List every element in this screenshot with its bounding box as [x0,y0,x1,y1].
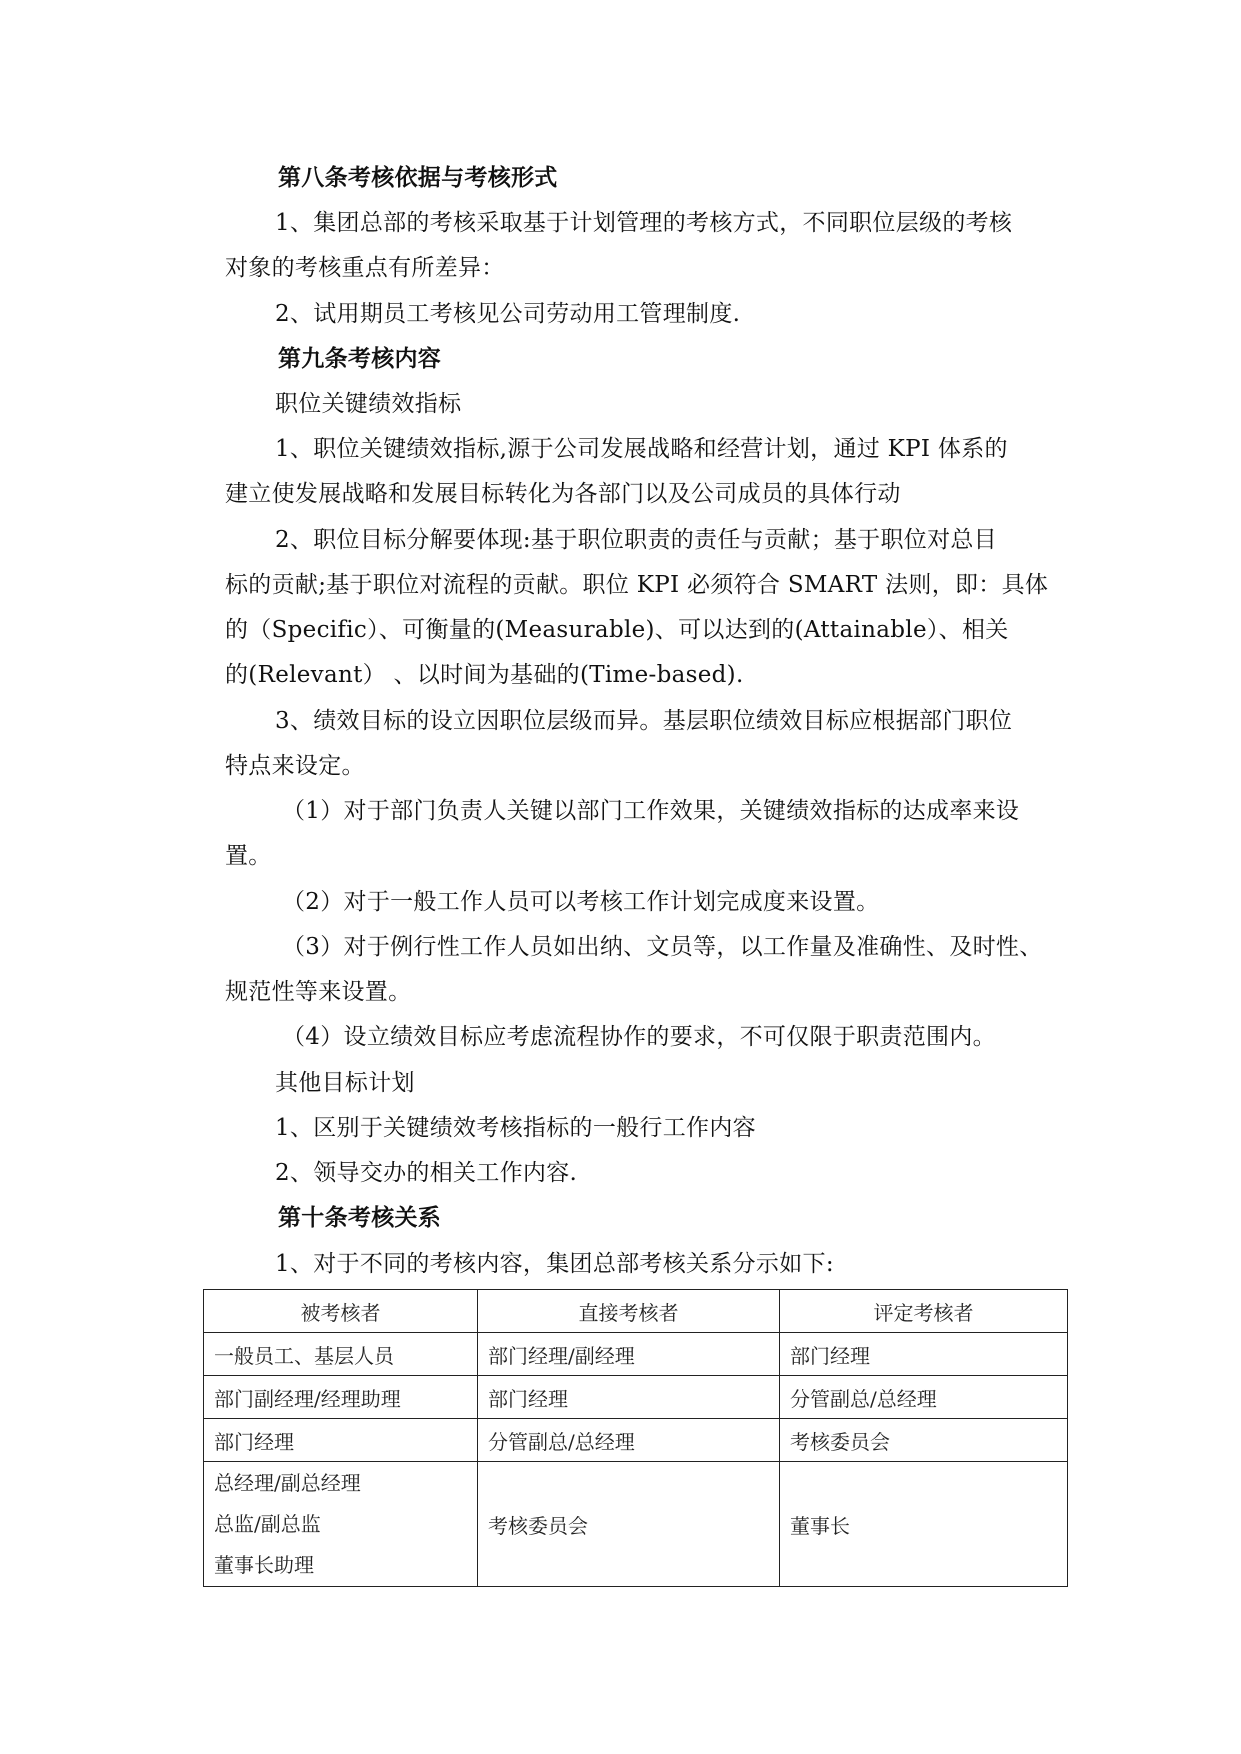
s8-p1-line1: 1、集团总部的考核采取基于计划管理的考核方式，不同职位层级的考核 [275,210,1013,236]
cell-direct: 考核委员会 [478,1462,780,1587]
header-direct-assessor: 直接考核者 [478,1290,780,1333]
table-row [204,1333,1068,1376]
s8-p1-line2: 对象的考核重点有所差异： [225,255,505,281]
s9-item2: （2）对于一般工作人员可以考核工作计划完成度来设置。 [282,889,880,915]
cell-final: 分管副总/总经理 [780,1376,1068,1419]
section-9-title: 第九条考核内容 [278,345,442,372]
s9-p1-line1: 1、职位关键绩效指标,源于公司发展战略和经营计划，通过 KPI 体系的 [275,436,1008,462]
cell-assessee: 部门副经理/经理助理 [204,1376,478,1419]
s9-p1-line2: 建立使发展战略和发展目标转化为各部门以及公司成员的具体行动 [225,481,901,507]
cell-final: 董事长 [780,1462,1068,1587]
s9-other2: 2、领导交办的相关工作内容. [275,1160,578,1186]
s9-p2-line2: 标的贡献;基于职位对流程的贡献。职位 KPI 必须符合 SMART 法则，即：具体 [225,572,1049,598]
s9-subheading-other: 其他目标计划 [275,1070,415,1096]
cell-final: 考核委员会 [780,1419,1068,1462]
header-final-assessor: 评定考核者 [780,1290,1068,1333]
section-8-title: 第八条考核依据与考核形式 [278,164,558,191]
cell-direct: 部门经理/副经理 [478,1333,780,1376]
s9-p2-line1: 2、职位目标分解要体现:基于职位职责的责任与贡献；基于职位对总目 [275,527,997,553]
s9-item3-line1: （3）对于例行性工作人员如出纳、文员等，以工作量及准确性、及时性、 [282,934,1043,960]
s9-subheading-kpi: 职位关键绩效指标 [275,391,462,417]
cell-assessee: 一般员工、基层人员 [204,1333,478,1376]
s9-other1: 1、区别于关键绩效考核指标的一般行工作内容 [275,1115,756,1141]
assessee-line: 董事长助理 [214,1552,314,1577]
assessee-line: 总监/副总监 [214,1511,321,1536]
s9-item3-line2: 规范性等来设置。 [225,979,412,1005]
s9-item4: （4）设立绩效目标应考虑流程协作的要求，不可仅限于职责范围内。 [282,1024,996,1050]
header-assessee: 被考核者 [204,1290,478,1333]
s9-item1-line1: （1）对于部门负责人关键以部门工作效果，关键绩效指标的达成率来设 [282,798,1020,824]
section-10-title: 第十条考核关系 [278,1204,442,1231]
table-header-row [204,1290,1068,1333]
s8-p2: 2、试用期员工考核见公司劳动用工管理制度. [275,301,741,327]
table-row [204,1419,1068,1462]
assessee-line: 总经理/副总经理 [214,1470,361,1495]
s10-p1: 1、对于不同的考核内容，集团总部考核关系分示如下: [275,1251,834,1277]
cell-final: 部门经理 [780,1333,1068,1376]
cell-direct: 部门经理 [478,1376,780,1419]
s9-p2-line3: 的（Specific）、可衡量的(Measurable)、可以达到的(Attainable）、相关 [225,617,1009,643]
cell-direct: 分管副总/总经理 [478,1419,780,1462]
s9-p2-line4: 的(Relevant） 、以时间为基础的(Time-based). [225,662,744,688]
s9-p3-line1: 3、绩效目标的设立因职位层级而异。基层职位绩效目标应根据部门职位 [275,708,1013,734]
assessment-relationship-table [203,1289,1068,1587]
cell-assessee: 部门经理 [204,1419,478,1462]
table-row [204,1376,1068,1419]
cell-assessee-multi [204,1462,478,1587]
table-row [204,1462,1068,1587]
s9-item1-line2: 置。 [225,843,272,869]
s9-p3-line2: 特点来设定。 [225,753,365,779]
